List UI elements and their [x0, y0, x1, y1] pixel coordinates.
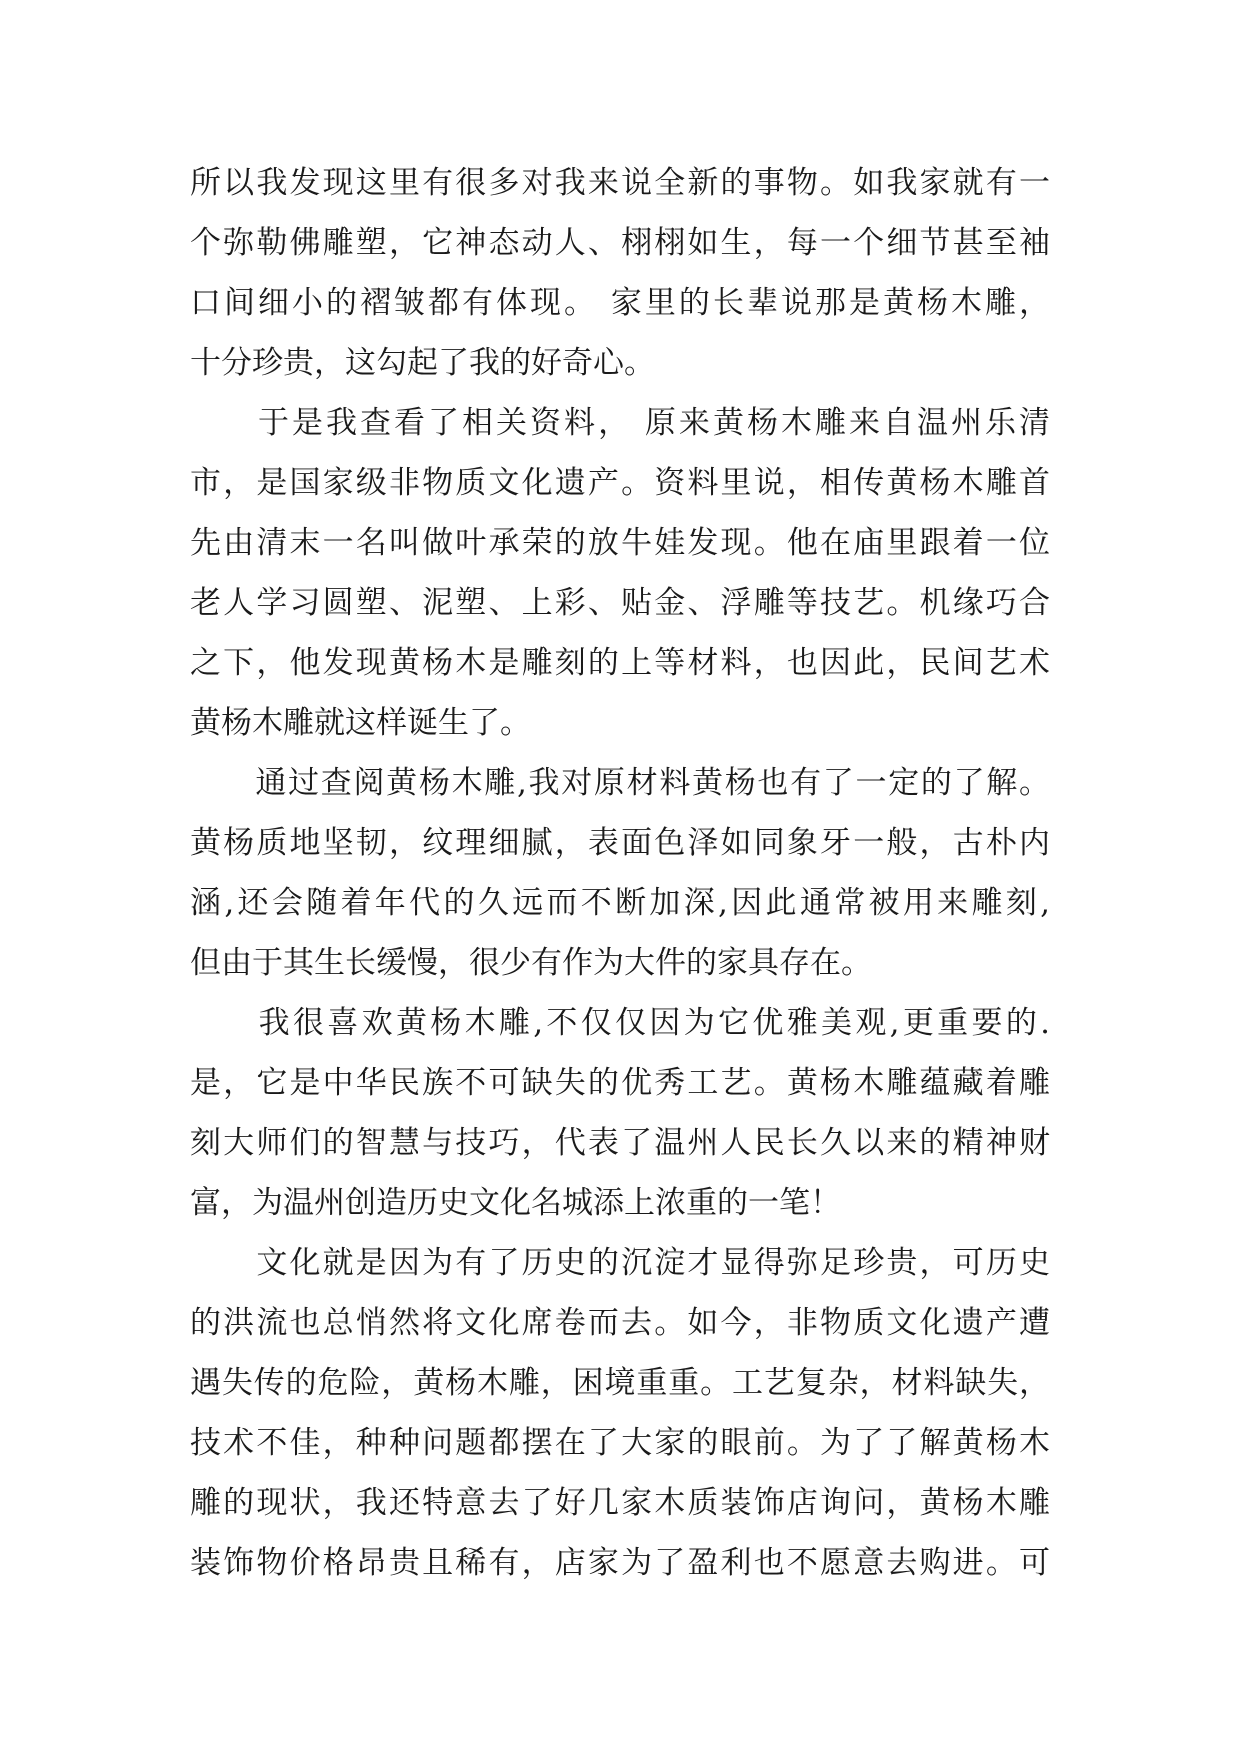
text-line: 老人学习圆塑、泥塑、上彩、贴金、浮雕等技艺。机缘巧合 [190, 585, 1050, 621]
text-line: 黄杨木雕就这样诞生了。 [190, 705, 531, 741]
body-text [190, 153, 1050, 1593]
text-line: 个弥勒佛雕塑，它神态动人、栩栩如生，每一个细节甚至袖 [190, 225, 1050, 261]
text-line: 黄杨质地坚韧，纹理细腻，表面色泽如同象牙一般，古朴内 [190, 825, 1050, 861]
text-line: 文化就是因为有了历史的沉淀才显得弥足珍贵，可历史 [190, 1245, 1050, 1281]
text-line: 雕的现状，我还特意去了好几家木质装饰店询问，黄杨木雕 [190, 1485, 1050, 1521]
text-line: 于是我查看了相关资料， 原来黄杨木雕来自温州乐清 [190, 405, 1050, 441]
text-line: 涵,还会随着年代的久远而不断加深,因此通常被用来雕刻, [190, 885, 1050, 921]
text-line: 所以我发现这里有很多对我来说全新的事物。如我家就有一 [190, 165, 1050, 201]
text-line: 口间细小的褶皱都有体现。 家里的长辈说那是黄杨木雕， [190, 285, 1050, 321]
text-line: 遇失传的危险，黄杨木雕，困境重重。工艺复杂，材料缺失， [190, 1365, 1050, 1401]
text-line: 之下，他发现黄杨木是雕刻的上等材料，也因此，民间艺术 [190, 645, 1050, 681]
text-line: 通过查阅黄杨木雕,我对原材料黄杨也有了一定的了解。 [190, 765, 1050, 801]
text-line: 的洪流也总悄然将文化席卷而去。如今，非物质文化遗产遭 [190, 1305, 1050, 1341]
text-line: 市，是国家级非物质文化遗产。资料里说，相传黄杨木雕首 [190, 465, 1050, 501]
text-line: 装饰物价格昂贵且稀有，店家为了盈利也不愿意去购进。可 [190, 1545, 1050, 1581]
text-line: 十分珍贵，这勾起了我的好奇心。 [190, 345, 655, 381]
text-line: 我很喜欢黄杨木雕,不仅仅因为它优雅美观,更重要的. [190, 1005, 1050, 1041]
text-line: 是，它是中华民族不可缺失的优秀工艺。黄杨木雕蕴藏着雕 [190, 1065, 1050, 1101]
text-line: 但由于其生长缓慢，很少有作为大件的家具存在。 [190, 945, 872, 981]
text-line: 刻大师们的智慧与技巧，代表了温州人民长久以来的精神财 [190, 1125, 1050, 1161]
text-line: 技术不佳，种种问题都摆在了大家的眼前。为了了解黄杨木 [190, 1425, 1050, 1461]
text-line: 富，为温州创造历史文化名城添上浓重的一笔！ [190, 1185, 841, 1221]
text-line: 先由清末一名叫做叶承荣的放牛娃发现。他在庙里跟着一位 [190, 525, 1050, 561]
